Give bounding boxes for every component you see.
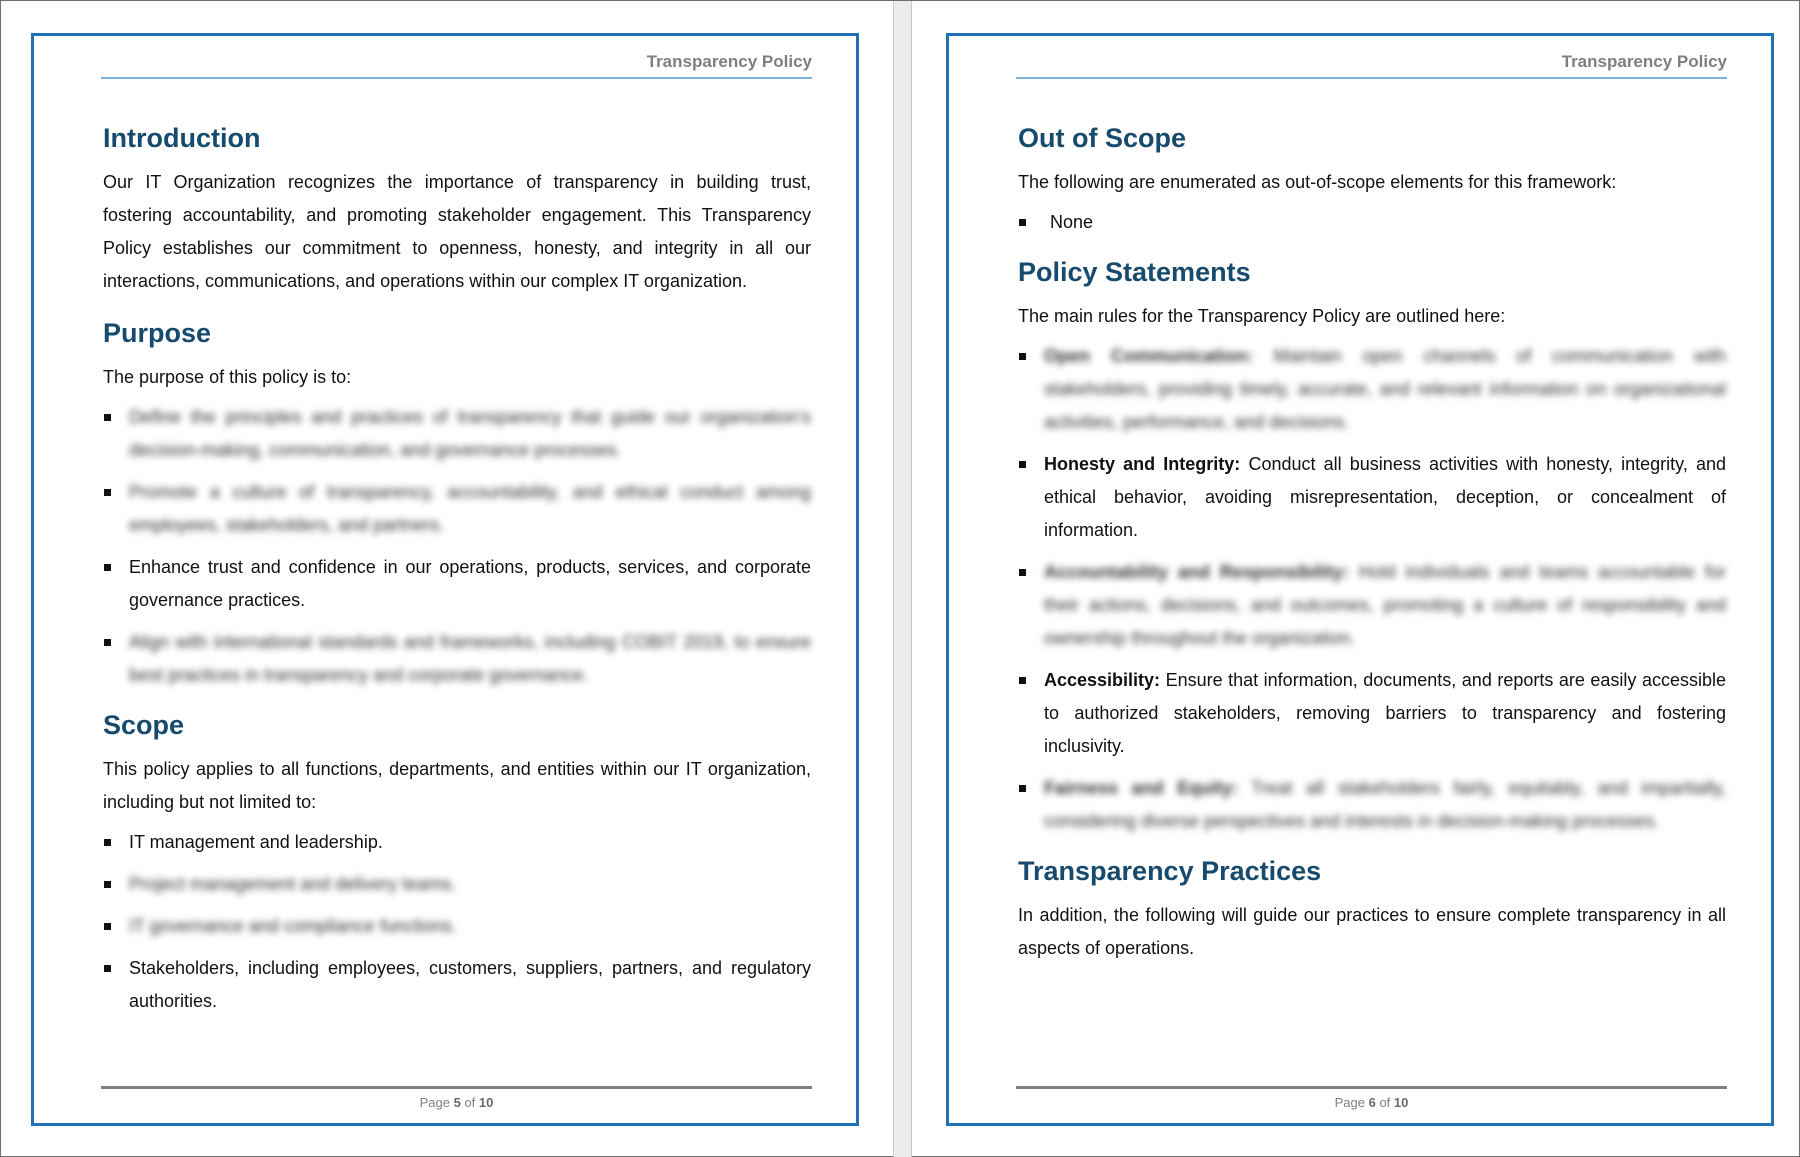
policy-statements-lead: The main rules for the Transparency Policy are outlined here: xyxy=(1018,306,1506,326)
bullet-icon xyxy=(104,923,111,930)
heading-purpose: Purpose xyxy=(103,318,212,348)
scope-lead: This policy applies to all functions, departments, and entities within our IT organization, including but not limited to: xyxy=(103,759,811,812)
list-item: Stakeholders, including employees, customers, suppliers, partners, and regulatory authorities. xyxy=(103,952,811,1018)
list-item: IT governance and compliance functions. xyxy=(103,910,811,943)
list-item: Define the principles and practices of transparency that guide our organization's decision-making, communication, and governance processes. xyxy=(103,401,811,467)
list-item: Promote a culture of transparency, accountability, and ethical conduct among employees, stakeholders, and partners. xyxy=(103,476,811,542)
footer-rule xyxy=(101,1086,812,1089)
list-item: Accessibility: Ensure that information, documents, and reports are easily accessible to authorized stakeholders, removing barriers to transparency and fostering inclusivity. xyxy=(1018,664,1726,763)
bullet-icon xyxy=(104,564,111,571)
list-item: Align with international standards and frameworks, including COBIT 2019, to ensure best practices in transparency and corporate governance. xyxy=(103,626,811,692)
introduction-text: Our IT Organization recognizes the importance of transparency in building trust, fostering accountability, and promoting stakeholder engagement. This Transparency Policy establishes our commitment to openness, honesty, and integrity in all our interactions, communications, and operations within our complex IT organization. xyxy=(103,172,811,291)
transparency-practices-text: In addition, the following will guide our practices to ensure complete transparency in all aspects of operations. xyxy=(1018,905,1726,958)
list-item: Fairness and Equity: Treat all stakeholders fairly, equitably, and impartially, considering diverse perspectives and interests in decision-making processes. xyxy=(1018,772,1726,838)
list-item: IT management and leadership. xyxy=(103,826,811,859)
list-item: None xyxy=(1018,206,1726,239)
header-title: Transparency Policy xyxy=(646,52,812,71)
bullet-icon xyxy=(104,965,111,972)
list-item: Honesty and Integrity: Conduct all business activities with honesty, integrity, and ethical behavior, avoiding misrepresentation, deception, or concealment of information. xyxy=(1018,448,1726,547)
scope-list xyxy=(103,826,811,1018)
page-number: Page 5 of 10 xyxy=(419,1095,494,1110)
heading-transparency-practices: Transparency Practices xyxy=(1018,856,1322,886)
heading-policy-statements: Policy Statements xyxy=(1018,257,1251,287)
bullet-icon xyxy=(1019,677,1026,684)
bullet-icon xyxy=(1019,219,1026,226)
heading-out-of-scope: Out of Scope xyxy=(1018,123,1186,153)
page-6 xyxy=(946,33,1774,1126)
header-rule xyxy=(1016,77,1727,79)
heading-introduction: Introduction xyxy=(103,123,261,153)
bullet-icon xyxy=(1019,569,1026,576)
purpose-lead: The purpose of this policy is to: xyxy=(103,367,352,387)
bullet-icon xyxy=(104,881,111,888)
page-content xyxy=(103,121,811,1034)
footer-rule xyxy=(1016,1086,1727,1089)
header-title: Transparency Policy xyxy=(1561,52,1727,71)
list-item: Open Communication: Maintain open channels of communication with stakeholders, providing timely, accurate, and relevant information on organizational activities, performance, and decisions. xyxy=(1018,340,1726,439)
list-item: Enhance trust and confidence in our operations, products, services, and corporate governance practices. xyxy=(103,551,811,617)
bullet-icon xyxy=(1019,461,1026,468)
heading-scope: Scope xyxy=(103,710,185,740)
bullet-icon xyxy=(104,639,111,646)
bullet-icon xyxy=(104,839,111,846)
bullet-icon xyxy=(104,489,111,496)
page-gutter xyxy=(893,1,912,1157)
bullet-icon xyxy=(104,414,111,421)
page-content xyxy=(1018,121,1726,983)
header-rule xyxy=(101,77,812,79)
bullet-icon xyxy=(1019,785,1026,792)
policy-statements-list xyxy=(1018,340,1726,838)
out-of-scope-lead: The following are enumerated as out-of-scope elements for this framework: xyxy=(1018,172,1617,192)
purpose-list xyxy=(103,401,811,692)
out-of-scope-list xyxy=(1018,206,1726,239)
list-item: Accountability and Responsibility: Hold individuals and teams accountable for their actions, decisions, and outcomes, promoting a culture of responsibility and ownership throughout the organization. xyxy=(1018,556,1726,655)
page-number: Page 6 of 10 xyxy=(1334,1095,1409,1110)
bullet-icon xyxy=(1019,353,1026,360)
page-5 xyxy=(31,33,859,1126)
list-item: Project management and delivery teams. xyxy=(103,868,811,901)
